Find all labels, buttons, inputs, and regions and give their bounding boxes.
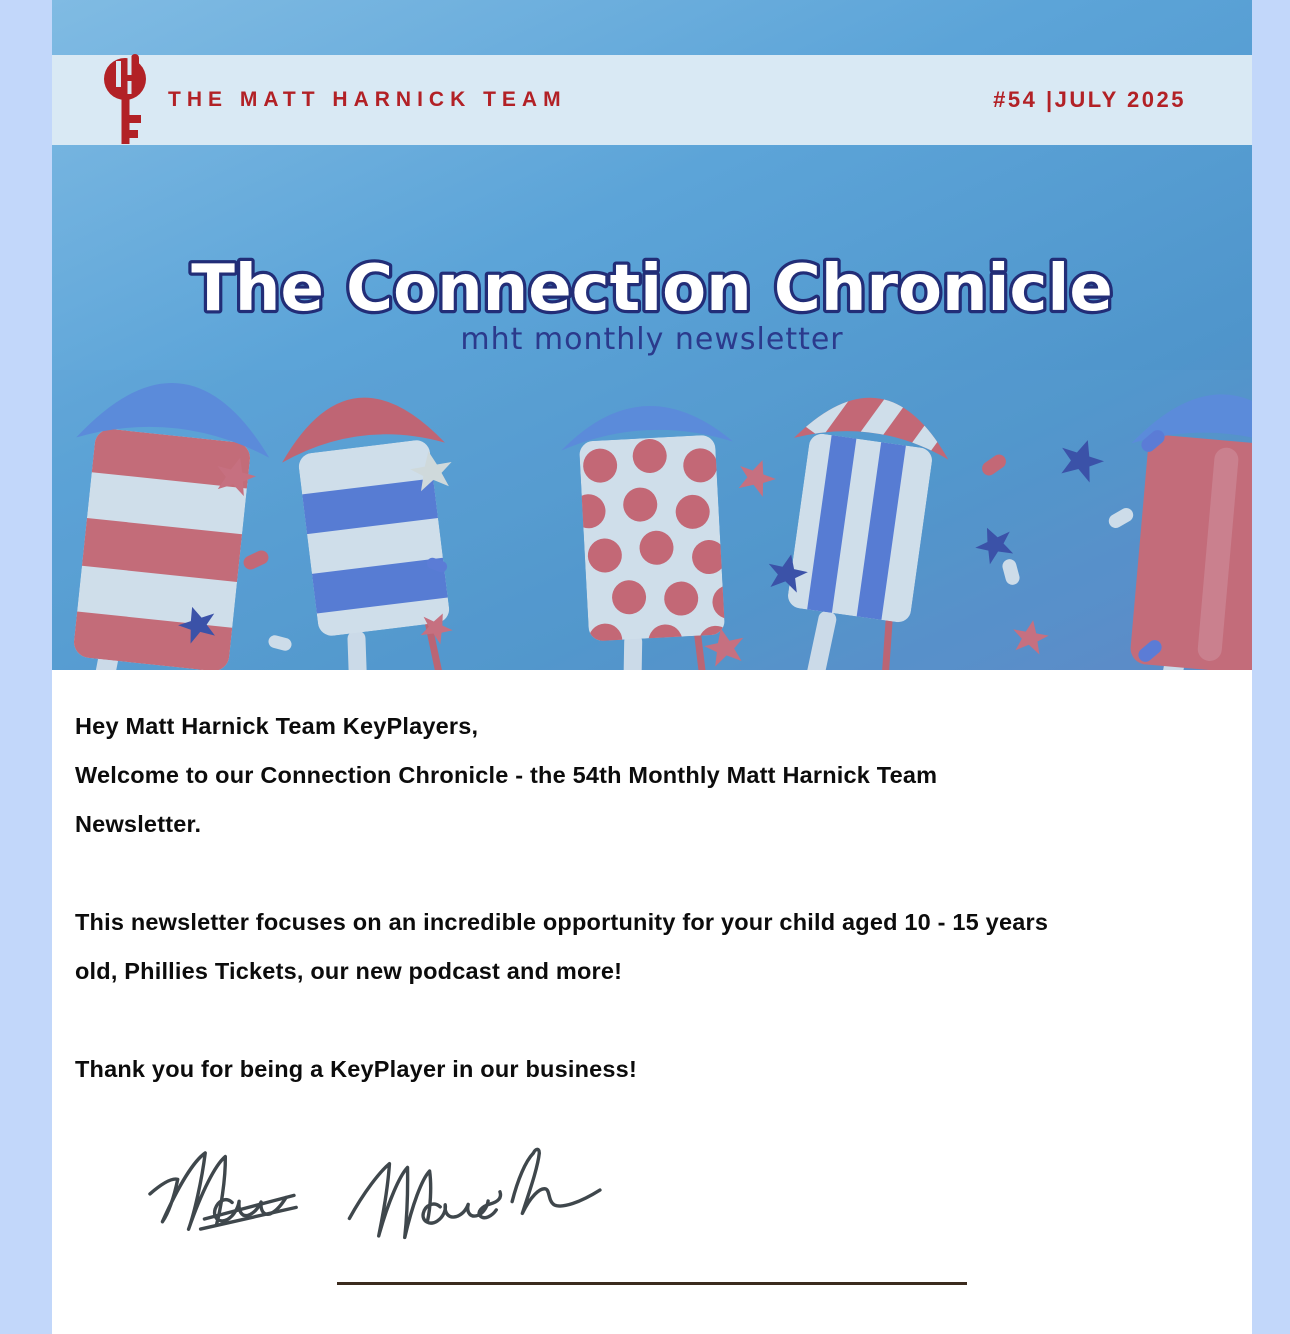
hero-banner (52, 0, 1252, 670)
signature-image (143, 1116, 606, 1274)
body-line: Thank you for being a KeyPlayer in our business! (75, 1056, 637, 1082)
thanks-paragraph (75, 1045, 1208, 1094)
newsletter-title: The Connection Chronicle (191, 252, 1113, 326)
body-line: Newsletter. (75, 811, 202, 837)
greeting-paragraph (75, 702, 1208, 849)
newsletter-body (52, 670, 1252, 1094)
brand-name: THE MATT HARNICK TEAM (168, 88, 567, 111)
section-divider (337, 1282, 967, 1285)
newsletter-subtitle: mht monthly newsletter (460, 322, 844, 357)
focus-paragraph (75, 898, 1208, 996)
newsletter-header (52, 55, 1252, 145)
body-line: This newsletter focuses on an incredible opportunity for your child aged 10 - 15 years (75, 909, 1049, 935)
email-newsletter (52, 0, 1252, 1334)
body-line: Welcome to our Connection Chronicle - the 54th Monthly Matt Harnick Team (75, 762, 938, 788)
body-line: old, Phillies Tickets, our new podcast and more! (75, 958, 623, 984)
key-mh-monogram-icon (100, 53, 150, 148)
fireworks-rockets-illustration (52, 370, 1252, 670)
newsletter-title-art (52, 232, 1252, 332)
issue-number: #54 |JULY 2025 (993, 87, 1186, 112)
body-line: Hey Matt Harnick Team KeyPlayers, (75, 713, 479, 739)
